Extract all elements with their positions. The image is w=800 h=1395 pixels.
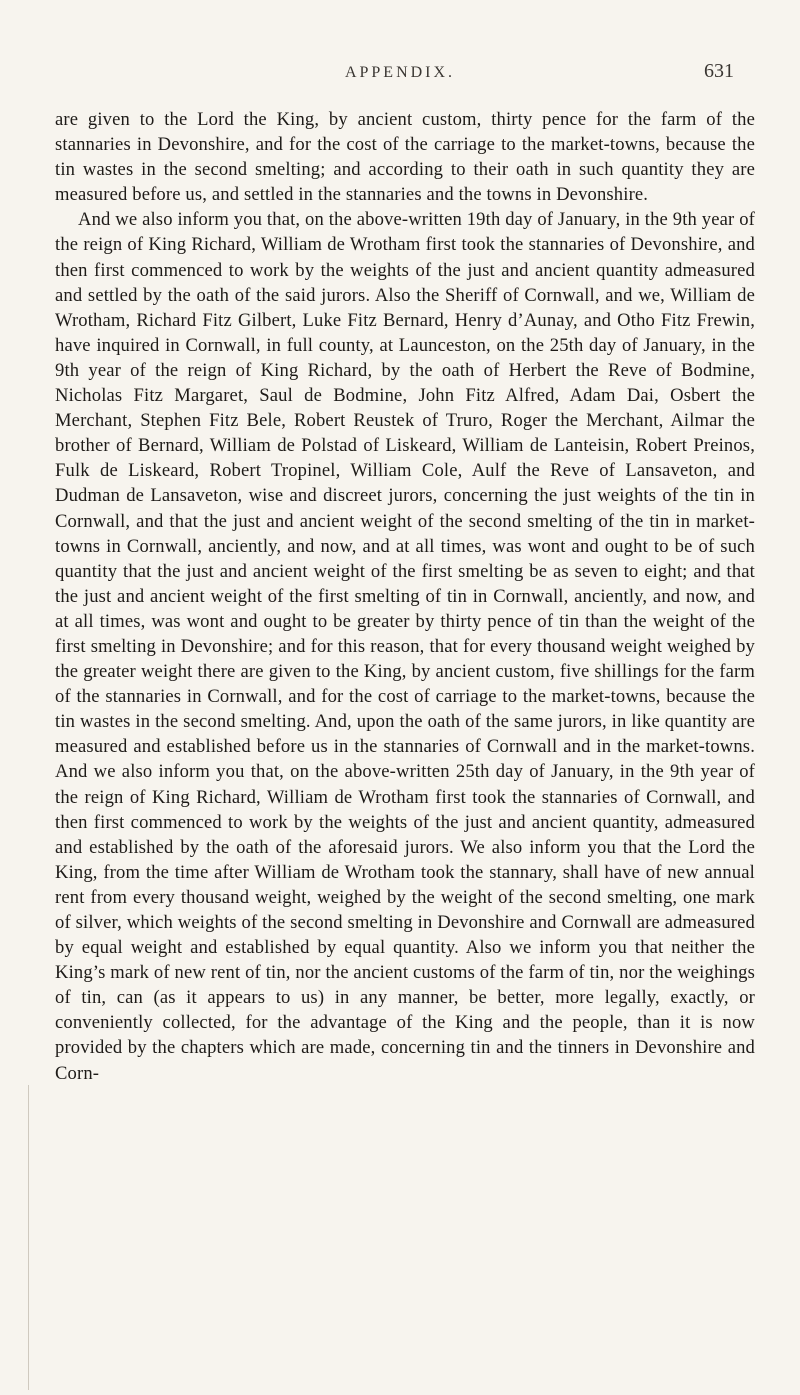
running-title: APPENDIX. (344, 64, 456, 81)
body-text (55, 107, 755, 1086)
paragraph-main: And we also inform you that, on the above-written 19th day of January, in the 9th year of the reign of King Richard, William de Wrotham first took the stannaries of Devonshire, and then first commenced to work by the weights of the just and ancient quantity admeasured and settled by the oath of the said jurors. Also the Sheriff of Cornwall, and we, William de Wrotham, Richard Fitz Gilbert, Luke Fitz Bernard, Henry d’Aunay, and Otho Fitz Frewin, have inquired in Cornwall, in full county, at Launceston, on the 25th day of January, in the 9th year of the reign of King Richard, by the oath of Herbert the Reve of Bodmine, Nicholas Fitz Margaret, Saul de Bodmine, John Fitz Alfred, Adam Dai, Osbert the Merchant, Stephen Fitz Bele, Robert Reustek of Truro, Roger the Merchant, Ailmar the brother of Bernard, William de Polstad of Liskeard, William de Lanteisin, Robert Preinos, Fulk de Liskeard, Robert Tropinel, William Cole, Aulf the Reve of Lansaveton, and Dudman de Lansaveton, wise and discreet jurors, concerning the just weights of the tin in Cornwall, and that the just and ancient weight of the second smelting of the tin in market-towns in Cornwall, anciently, and now, and at all times, was wont and ought to be of such quantity that the just and ancient weight of the first smelting be as seven to eight; and that the just and ancient weight of the first smelting of tin in Cornwall, anciently, and now, and at all times, was wont and ought to be greater by thirty pence of tin than the weight of the first smelting in Devonshire; and for this reason, that for every thousand weight weighed by the greater weight there are given to the King, by ancient custom, five shillings for the farm of the stannaries in Cornwall, and for the cost of carriage to the market-towns, because the tin wastes in the second smelting. And, upon the oath of the same jurors, in like quantity are measured and established before us in the stannaries of Cornwall and in the market-towns. And we also inform you that, on the above-written 25th day of January, in the 9th year of the reign of King Richard, William de Wrotham first took the stannaries of Cornwall, and then first commenced to work by the weights of the just and ancient quantity, admeasured and established by the oath of the aforesaid jurors. We also inform you that the Lord the King, from the time after William de Wrotham took the stannary, shall have of new annual rent from every thousand weight, weighed by the weight of the second smelting, one mark of silver, which weights of the second smelting in Devonshire and Cornwall are admeasured by equal weight and established by equal quantity. Also we inform you that neither the King’s mark of new rent of tin, nor the ancient customs of the farm of tin, nor the weighings of tin, can (as it appears to us) in any manner, be better, more legally, exactly, or conveniently collected, for the advantage of the King and the people, than it is now provided by the chapters which are made, concerning tin and the tinners in Devonshire and Corn- (55, 209, 755, 1084)
paragraph-continued: are given to the Lord the King, by ancient custom, thirty pence for the farm of the stannaries in Devonshire, and for the cost of the carriage to the market-towns, because the tin wastes in the second smelting; and according to their oath in such quantity they are measured before us, and settled in the stannaries and the towns in Devonshire. (55, 109, 755, 206)
page-number: 631 (704, 60, 734, 82)
running-head (0, 60, 800, 88)
margin-rule (28, 1085, 29, 1390)
